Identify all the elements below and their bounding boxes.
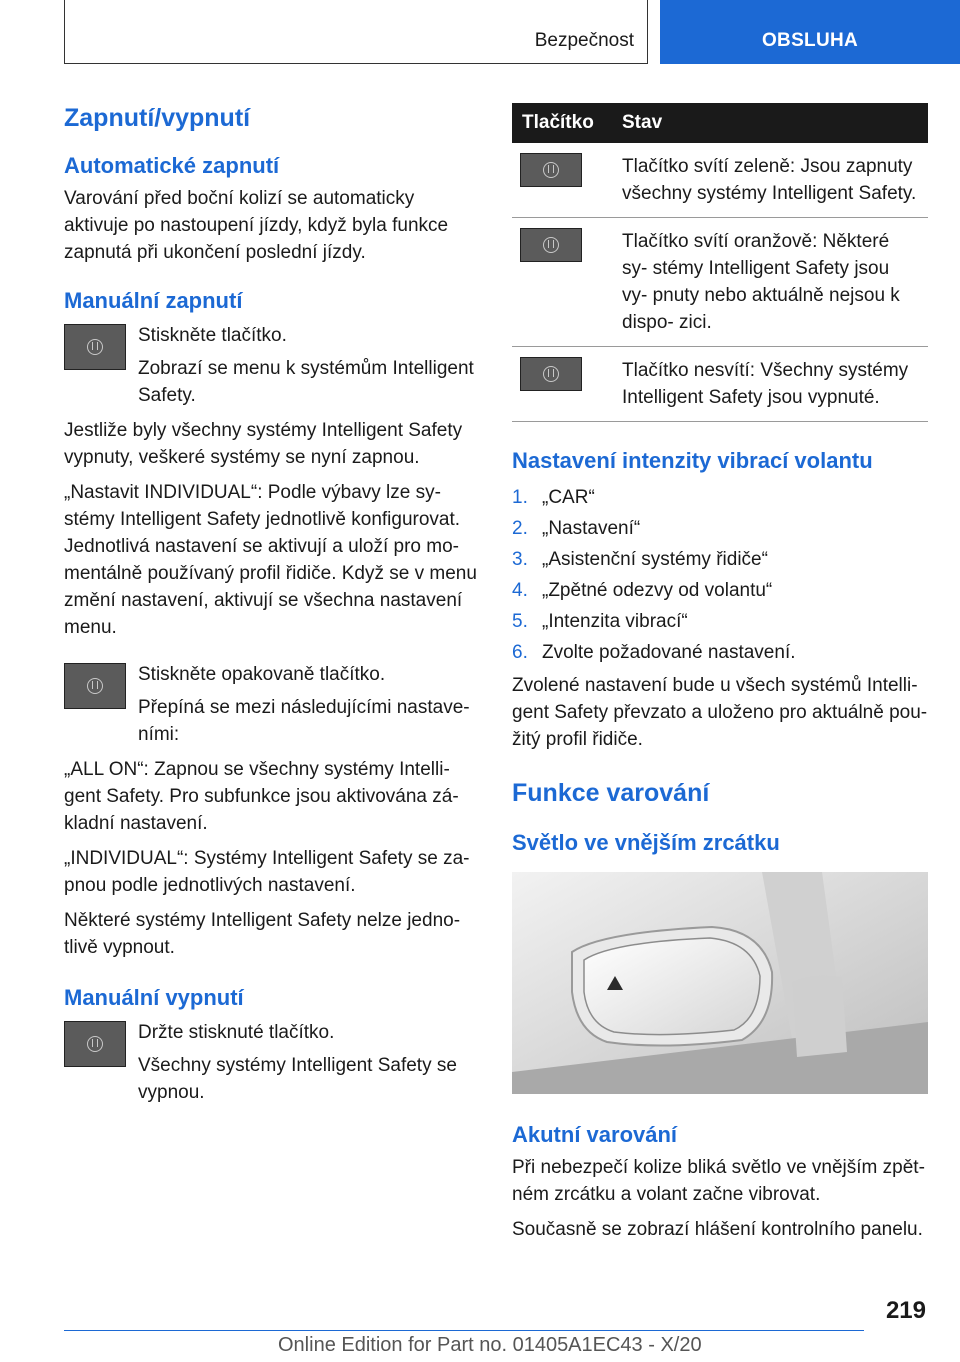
table-header-state: Stav xyxy=(612,103,928,143)
all-on-paragraph: „ALL ON“: Zapnou se všechny systémy Intelli‐ gent Safety. Pro subfunkce jsou aktivována zá‐ kladní nastavení. xyxy=(64,759,459,834)
safety-button-icon xyxy=(64,663,126,709)
some-systems-paragraph: Některé systémy Intelligent Safety nelze jedno‐ tlivě vypnout. xyxy=(64,910,461,958)
repeat-result: Přepíná se mezi následujícími nastave‐ ními: xyxy=(138,697,470,745)
list-item: 3. „Asistenční systémy řidiče“ xyxy=(512,549,768,570)
vibration-note: Zvolené nastavení bude u všech systémů Intelli‐ gent Safety převzato a uloženo pro aktuálně pou‐ žitý profil řidiče. xyxy=(512,675,928,750)
manual-on-heading: Manuální zapnutí xyxy=(64,288,243,313)
table-row xyxy=(512,347,928,422)
table-cell-state: Tlačítko svítí oranžově: Některé sy‐ stémy Intelligent Safety jsou vy‐ pnuty nebo aktuálně nejsou k dispo‐ zici. xyxy=(612,218,928,347)
button-state-table xyxy=(512,103,928,422)
manual-off-result: Všechny systémy Intelligent Safety se vypnou. xyxy=(138,1055,457,1103)
safety-button-icon xyxy=(64,1021,126,1067)
left-column xyxy=(64,100,480,1106)
footer-divider xyxy=(64,1330,864,1331)
section-title: Zapnutí/vypnutí xyxy=(64,104,251,132)
table-row xyxy=(512,218,928,347)
vibration-heading: Nastavení intenzity vibrací volantu xyxy=(512,448,873,473)
table-cell-state: Tlačítko nesvítí: Všechny systémy Intelligent Safety jsou vypnuté. xyxy=(612,347,928,422)
manual-on-paragraph-1: Jestliže byly všechny systémy Intelligent Safety vypnuty, veškeré systémy se nyní zapnou. xyxy=(64,420,463,468)
footer-edition: Online Edition for Part no. 01405A1EC43 - X/20 xyxy=(278,1334,702,1356)
header-section-title: Bezpečnost xyxy=(534,30,634,51)
header-chapter-tab: OBSLUHA xyxy=(660,0,960,64)
list-item: 2. „Nastavení“ xyxy=(512,518,641,539)
safety-button-off-icon xyxy=(520,357,582,391)
safety-button-green-icon xyxy=(520,153,582,187)
manual-off-heading: Manuální vypnutí xyxy=(64,985,244,1010)
warning-functions-heading: Funkce varování xyxy=(512,779,710,807)
auto-on-text: Varování před boční kolizí se automaticky aktivuje po nastoupení jízdy, když byla funkce zapnutá při ukončení poslední jízdy. xyxy=(64,188,449,263)
list-item: 6. Zvolte požadované nastavení. xyxy=(512,642,796,663)
individual-paragraph: „INDIVIDUAL“: Systémy Intelligent Safety se za‐ pnou podle jednotlivých nastavení. xyxy=(64,848,470,896)
safety-button-icon xyxy=(64,324,126,370)
mirror-light-heading: Světlo ve vnějším zrcátku xyxy=(512,830,780,855)
list-item: 5. „Intenzita vibrací“ xyxy=(512,611,688,632)
safety-button-orange-icon xyxy=(520,228,582,262)
manual-off-instruction xyxy=(64,1019,480,1106)
auto-on-heading: Automatické zapnutí xyxy=(64,153,280,178)
mirror-warning-photo xyxy=(512,872,928,1094)
table-row xyxy=(512,143,928,218)
repeat-step: Stiskněte opakovaně tlačítko. xyxy=(138,664,386,685)
acute-warning-text-2: Současně se zobrazí hlášení kontrolního panelu. xyxy=(512,1219,923,1240)
manual-on-step: Stiskněte tlačítko. xyxy=(138,325,287,346)
acute-warning-text-1: Při nebezpečí kolize bliká světlo ve vnějším zpět‐ ném zrcátku a volant začne vibrovat. xyxy=(512,1157,925,1205)
acute-warning-heading: Akutní varování xyxy=(512,1122,678,1147)
mirror-illustration xyxy=(512,872,928,1094)
manual-on-result: Zobrazí se menu k systémům Intelligent Safety. xyxy=(138,358,474,406)
list-item: 1. „CAR“ xyxy=(512,487,595,508)
table-header-button: Tlačítko xyxy=(512,103,612,143)
manual-on-instruction xyxy=(64,322,480,409)
list-item: 4. „Zpětné odezvy od volantu“ xyxy=(512,580,773,601)
vibration-steps xyxy=(512,482,928,668)
manual-on-paragraph-2: „Nastavit INDIVIDUAL“: Podle výbavy lze sy‐ stémy Intelligent Safety jednotlivě konfigurovat. Jednotlivá nastavení se aktivují a uloží pro mo‐ mentálně používaný profil řidiče. Když se v menu změní nastavení, aktivují se všechna nastavení menu. xyxy=(64,482,477,638)
repeat-instruction xyxy=(64,661,480,748)
page-number: 219 xyxy=(885,1297,926,1324)
right-column xyxy=(512,103,928,1243)
table-cell-state: Tlačítko svítí zeleně: Jsou zapnuty všechny systémy Intelligent Safety. xyxy=(612,143,928,218)
manual-off-step: Držte stisknuté tlačítko. xyxy=(138,1022,335,1043)
